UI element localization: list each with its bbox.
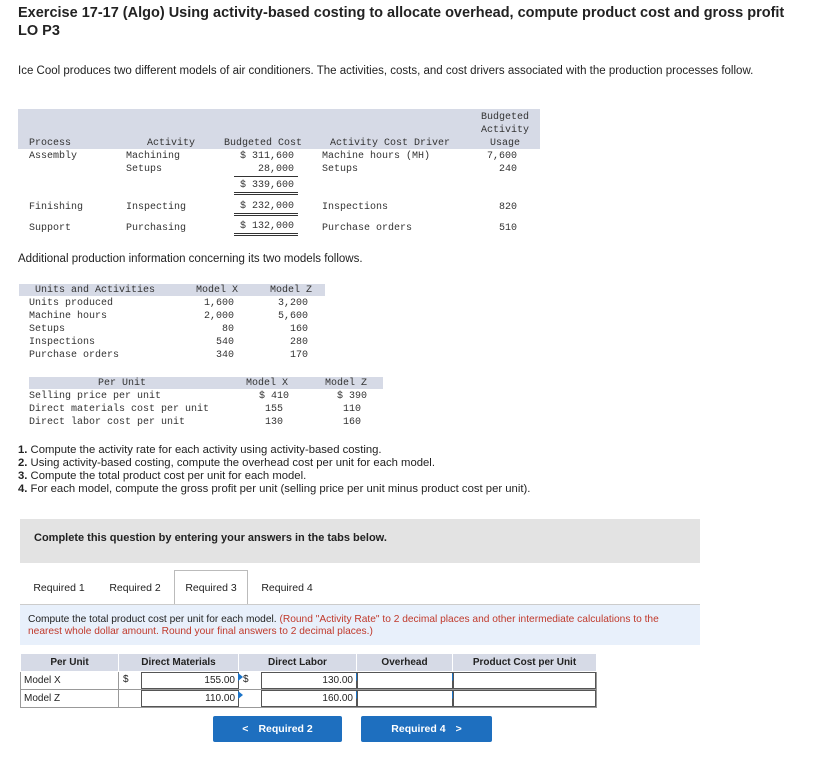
perunit-row-x: 155 bbox=[264, 404, 283, 415]
activity-cell: Machining bbox=[126, 151, 181, 162]
units-row-label: Purchase orders bbox=[29, 350, 120, 361]
perunit-row-x: 130 bbox=[264, 417, 283, 428]
col-header-direct-labor: Direct Labor bbox=[239, 654, 357, 672]
units-header-x: Model X bbox=[196, 285, 239, 296]
overhead-cell bbox=[357, 690, 453, 708]
direct-labor-input-z[interactable]: 160.00 bbox=[261, 690, 357, 707]
direct-materials-input-z[interactable]: 110.00 bbox=[141, 690, 239, 707]
answer-table bbox=[20, 653, 597, 708]
question-item: 1. Compute the activity rate for each activity using activity-based costing. bbox=[18, 444, 382, 456]
cost-cell: $ 311,600 bbox=[239, 151, 294, 162]
units-header-z: Model Z bbox=[270, 285, 313, 296]
units-row-z: 170 bbox=[289, 350, 308, 361]
product-cost-input-x[interactable] bbox=[453, 672, 596, 689]
usage-cell: 820 bbox=[498, 202, 517, 213]
exercise-title: Exercise 17-17 (Algo) Using activity-based costing to allocate overhead, compute product cost and gross profit LO P3 bbox=[18, 5, 785, 39]
driver-cell: Machine hours (MH) bbox=[322, 151, 431, 162]
row-label-model-x: Model X bbox=[21, 672, 119, 690]
product-cost-cell bbox=[453, 672, 597, 690]
units-row-x: 1,600 bbox=[203, 298, 234, 309]
header-budgeted-cost: Budgeted Cost bbox=[224, 138, 303, 149]
units-row-label: Units produced bbox=[29, 298, 114, 309]
header-usage-1: Budgeted bbox=[480, 112, 529, 123]
perunit-row-z: 110 bbox=[342, 404, 361, 415]
overhead-input-z[interactable] bbox=[357, 690, 453, 707]
subtotal-double-rule bbox=[234, 194, 298, 195]
question-list bbox=[18, 444, 530, 496]
tab-required-2[interactable]: Required 2 bbox=[109, 581, 161, 594]
process-cell: Finishing bbox=[29, 202, 84, 213]
driver-cell: Purchase orders bbox=[322, 223, 413, 234]
cost-subtotal-cell: $ 339,600 bbox=[239, 180, 294, 191]
table-row bbox=[21, 690, 597, 708]
units-row-x: 540 bbox=[215, 337, 234, 348]
product-cost-cell bbox=[453, 690, 597, 708]
direct-materials-cell bbox=[119, 672, 239, 690]
perunit-row-label: Direct materials cost per unit bbox=[29, 404, 210, 415]
process-cell: Support bbox=[29, 223, 72, 234]
question-item: 2. Using activity-based costing, compute the overhead cost per unit for each model. bbox=[18, 457, 435, 469]
units-row-label: Machine hours bbox=[29, 311, 108, 322]
perunit-header-z: Model Z bbox=[325, 378, 368, 389]
currency-symbol: $ bbox=[123, 674, 129, 685]
cost-double-rule bbox=[234, 213, 298, 214]
units-row-x: 80 bbox=[221, 324, 234, 335]
units-row-label: Inspections bbox=[29, 337, 96, 348]
units-row-z: 280 bbox=[289, 337, 308, 348]
additional-info-text: Additional production information concerning its two models follows. bbox=[18, 253, 363, 265]
next-button-label: Required 4 bbox=[391, 723, 446, 735]
col-header-per-unit: Per Unit bbox=[21, 654, 119, 672]
perunit-row-z: 160 bbox=[342, 417, 361, 428]
currency-symbol: $ bbox=[243, 674, 249, 685]
header-process: Process bbox=[29, 138, 72, 149]
instructions-text: Compute the total product cost per unit for each model. (Round "Activity Rate" to 2 decimal places and other intermediate calculations to the nearest whole dollar amount. Round your final answers to 2 decimal places.) bbox=[28, 614, 659, 637]
question-item: 3. Compute the total product cost per unit for each model. bbox=[18, 470, 307, 482]
product-cost-input-z[interactable] bbox=[453, 690, 596, 707]
activity-cell: Purchasing bbox=[126, 223, 187, 234]
overhead-input-x[interactable] bbox=[357, 672, 453, 689]
header-usage-3: Usage bbox=[489, 138, 520, 149]
activity-cell: Inspecting bbox=[126, 202, 187, 213]
overhead-cell bbox=[357, 672, 453, 690]
units-row-x: 2,000 bbox=[203, 311, 234, 322]
instructions-box bbox=[20, 605, 700, 645]
table-row bbox=[21, 672, 597, 690]
rounding-note: (Round "Activity Rate" to 2 decimal places and other intermediate calculations to the nearest whole dollar amount. Round your final answers to 2 decimal places.) bbox=[28, 614, 659, 637]
cost-double-rule bbox=[234, 215, 298, 216]
perunit-header-x: Model X bbox=[246, 378, 289, 389]
driver-cell: Setups bbox=[322, 164, 359, 175]
units-header-label: Units and Activities bbox=[35, 285, 156, 296]
chevron-right-icon: > bbox=[455, 723, 462, 735]
intro-text: Ice Cool produces two different models of air conditioners. The activities, costs, and cost drivers associated with the production processes follow. bbox=[18, 65, 754, 77]
instruction-banner bbox=[20, 519, 700, 563]
direct-labor-cell bbox=[239, 690, 357, 708]
row-label-model-z: Model Z bbox=[21, 690, 119, 708]
header-driver: Activity Cost Driver bbox=[330, 138, 451, 149]
perunit-row-z: $ 390 bbox=[336, 391, 367, 402]
perunit-row-label: Selling price per unit bbox=[29, 391, 162, 402]
tab-required-3[interactable]: Required 3 bbox=[174, 570, 248, 605]
header-usage-2: Activity bbox=[480, 125, 529, 136]
units-row-z: 3,200 bbox=[277, 298, 308, 309]
perunit-row-x: $ 410 bbox=[258, 391, 289, 402]
activity-cell: Setups bbox=[126, 164, 163, 175]
units-row-label: Setups bbox=[29, 324, 66, 335]
perunit-header-label: Per Unit bbox=[98, 378, 147, 389]
col-header-product-cost: Product Cost per Unit bbox=[453, 654, 597, 672]
direct-labor-cell bbox=[239, 672, 357, 690]
next-required-button[interactable] bbox=[361, 716, 492, 742]
subtotal-double-rule bbox=[234, 192, 298, 193]
cost-cell: 28,000 bbox=[257, 164, 294, 175]
col-header-overhead: Overhead bbox=[357, 654, 453, 672]
instruction-text: Complete this question by entering your answers in the tabs below. bbox=[34, 532, 387, 544]
usage-cell: 7,600 bbox=[486, 151, 517, 162]
prev-required-button[interactable] bbox=[213, 716, 342, 742]
prev-button-label: Required 2 bbox=[258, 723, 313, 735]
chevron-left-icon: < bbox=[242, 723, 249, 735]
col-header-direct-materials: Direct Materials bbox=[119, 654, 239, 672]
process-cell: Assembly bbox=[29, 151, 78, 162]
direct-labor-input-x[interactable]: 130.00 bbox=[261, 672, 357, 689]
driver-cell: Inspections bbox=[322, 202, 389, 213]
perunit-row-label: Direct labor cost per unit bbox=[29, 417, 186, 428]
header-activity: Activity bbox=[147, 138, 196, 149]
cost-double-rule bbox=[234, 235, 298, 236]
tab-required-4[interactable]: Required 4 bbox=[261, 581, 313, 594]
usage-cell: 240 bbox=[498, 164, 517, 175]
usage-cell: 510 bbox=[498, 223, 517, 234]
direct-materials-cell bbox=[119, 690, 239, 708]
direct-materials-input-x[interactable]: 155.00 bbox=[141, 672, 239, 689]
cost-double-rule bbox=[234, 233, 298, 234]
tab-required-1[interactable]: Required 1 bbox=[33, 581, 85, 594]
subtotal-rule bbox=[234, 176, 298, 177]
units-row-z: 5,600 bbox=[277, 311, 308, 322]
cost-cell: $ 232,000 bbox=[239, 201, 294, 212]
cost-cell: $ 132,000 bbox=[239, 221, 294, 232]
units-row-x: 340 bbox=[215, 350, 234, 361]
question-item: 4. For each model, compute the gross profit per unit (selling price per unit minus product cost per unit). bbox=[18, 483, 531, 495]
units-row-z: 160 bbox=[289, 324, 308, 335]
